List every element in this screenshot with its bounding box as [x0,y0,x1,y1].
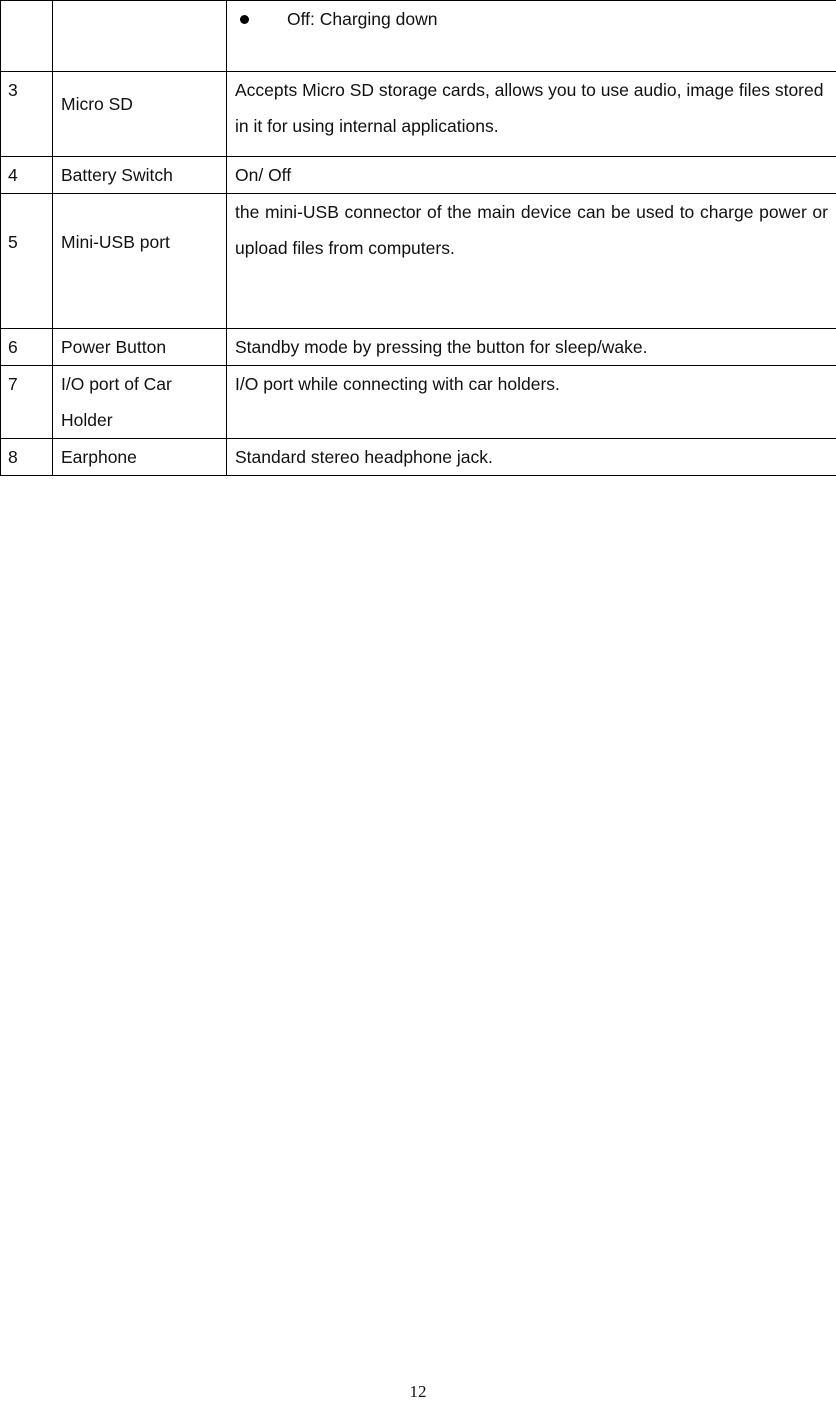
row-desc-cell: I/O port while connecting with car holders. [227,366,836,439]
row-desc-cell: On/ Off [227,157,836,194]
table-row [1,194,836,329]
row-desc-cell [227,1,836,72]
page-number: 12 [409,1382,427,1401]
row-desc-cell: the mini-USB connector of the main device can be used to charge power or upload files from computers. [227,194,836,329]
table-row [1,1,836,72]
row-number-cell: 7 [1,366,53,439]
row-name-cell [53,1,227,72]
row-desc-cell: Standby mode by pressing the button for sleep/wake. [227,329,836,366]
row-number-cell [1,1,53,72]
row-name-cell: Earphone [53,439,227,476]
row-number-cell: 3 [1,72,53,157]
row-number-cell: 6 [1,329,53,366]
row-desc-cell: Accepts Micro SD storage cards, allows you to use audio, image files stored in it for using internal applications. [227,72,836,157]
row-number-cell: 5 [1,194,53,329]
table-row [1,157,836,194]
bullet-icon [240,15,249,24]
row-name-cell: Mini-USB port [53,194,227,329]
row-number-cell: 8 [1,439,53,476]
row-name-cell: Battery Switch [53,157,227,194]
table-row [1,329,836,366]
table-row [1,439,836,476]
table-row [1,366,836,439]
bullet-item [235,1,828,37]
row-number-cell: 4 [1,157,53,194]
row-desc-cell: Standard stereo headphone jack. [227,439,836,476]
row-name-cell: I/O port of Car Holder [53,366,227,439]
row-name-cell: Micro SD [53,72,227,157]
spec-table [0,0,836,476]
row-name-cell: Power Button [53,329,227,366]
bullet-text: Off: Charging down [287,9,438,29]
table-row [1,72,836,157]
